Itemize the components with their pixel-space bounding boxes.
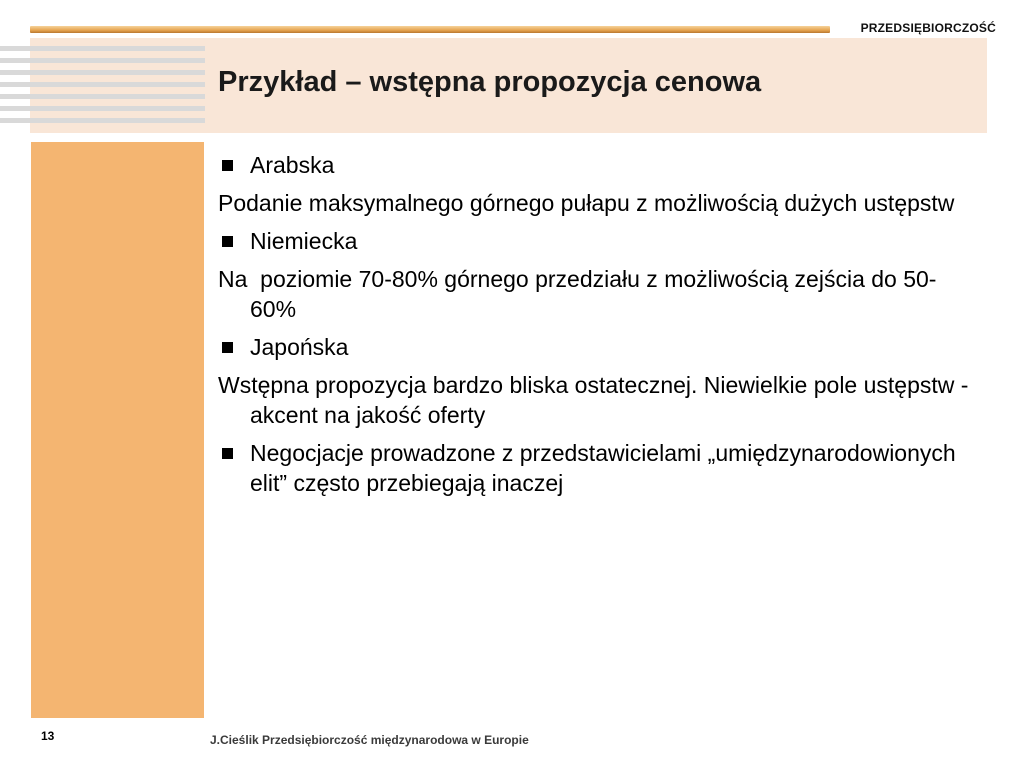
description-japanese: Wstępna propozycja bardzo bliska ostatecznej. Niewielkie pole ustępstw - akcent na jakość oferty [218, 372, 969, 428]
bullet-text: Japońska [250, 334, 349, 360]
top-accent-bar [30, 26, 830, 33]
stripe [0, 94, 205, 99]
footer-author: J.Cieślik Przedsiębiorczość międzynarodowa w Europie [210, 733, 529, 747]
stripe [0, 106, 205, 111]
stripe [0, 46, 205, 51]
decorative-stripes [0, 46, 205, 126]
square-bullet-icon [222, 236, 233, 247]
stripe [0, 118, 205, 123]
page-title: Przykład – wstępna propozycja cenowa [218, 66, 762, 98]
stripe [0, 70, 205, 75]
bullet-item-negotiations [218, 438, 978, 498]
description-arabic: Podanie maksymalnego górnego pułapu z możliwością dużych ustępstw [218, 190, 955, 216]
slide-number: 13 [41, 729, 55, 743]
square-bullet-icon [222, 160, 233, 171]
description-german: Na poziomie 70-80% górnego przedziału z możliwością zejścia do 50-60% [218, 266, 937, 322]
slide-content [218, 150, 978, 506]
stripe [0, 82, 205, 87]
stripe [0, 58, 205, 63]
bullet-text: Negocjacje prowadzone z przedstawicielami „umiędzynarodowionych elit” często przebiegają inaczej [250, 440, 956, 496]
bullet-text: Niemiecka [250, 228, 358, 254]
bullet-item-japanese [218, 332, 978, 362]
square-bullet-icon [222, 448, 233, 459]
bullet-item-german [218, 226, 978, 256]
brand-label: PRZEDSIĘBIORCZOŚĆ [860, 21, 996, 35]
side-accent-panel [31, 142, 204, 718]
bullet-item-arabic [218, 150, 978, 180]
bullet-text: Arabska [250, 152, 335, 178]
square-bullet-icon [222, 342, 233, 353]
